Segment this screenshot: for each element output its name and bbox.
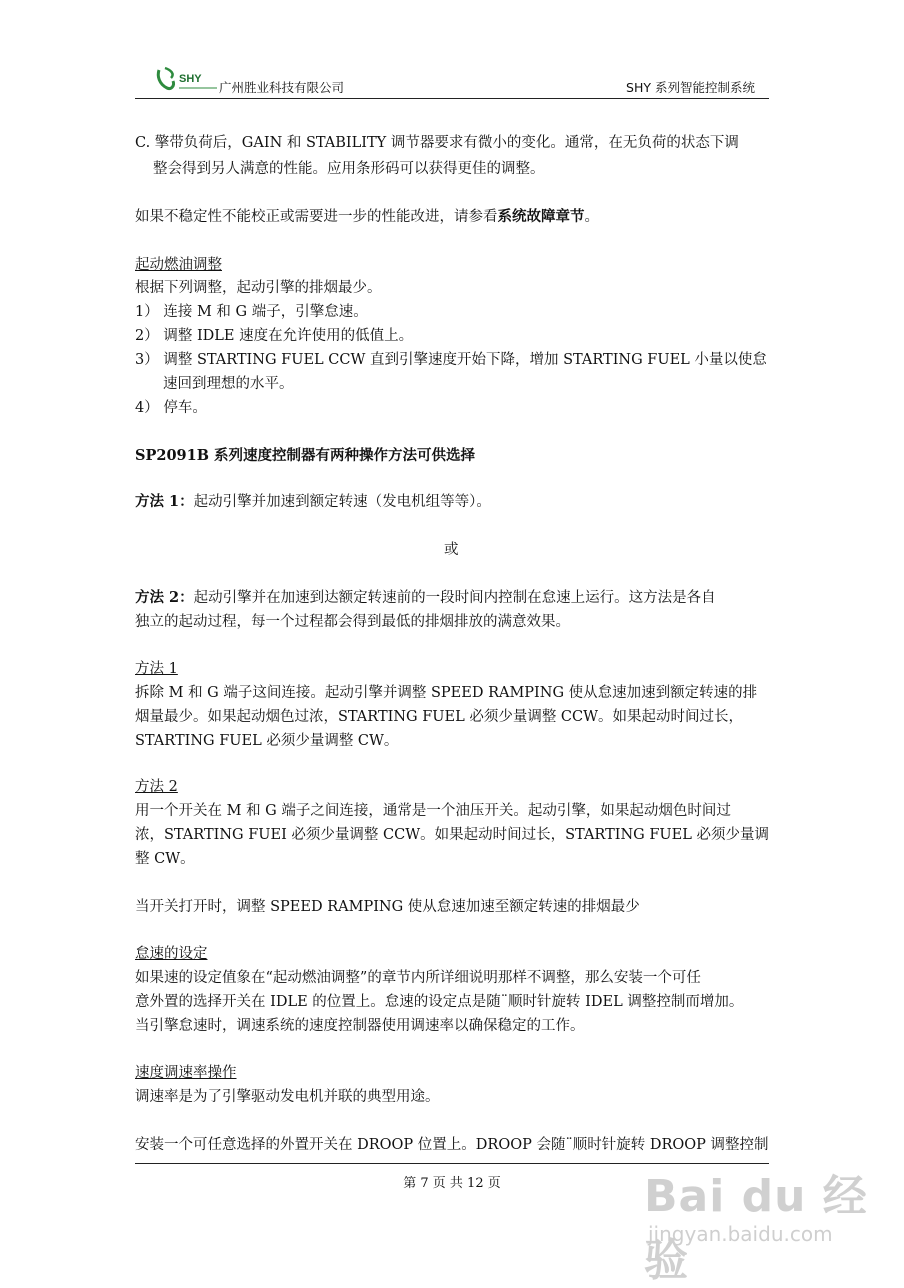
method-1-line-1: 拆除 M 和 G 端子这间连接。起动引擎并调整 SPEED RAMPING 使从怠速加速到额定转速的排 [135, 685, 758, 701]
svg-text:SHY: SHY [179, 73, 202, 85]
method-2-text: 起动引擎并在加速到达额定转速前的一段时间内控制在怠速上运行。这方法是各自 [193, 590, 716, 606]
heading-start-fuel: 起动燃油调整 [135, 257, 222, 273]
heading-droop: 速度调速率操作 [135, 1065, 237, 1081]
method-2-line-1: 用一个开关在 M 和 G 端子之间连接，通常是一个油压开关。起动引擎，如果起动烟色时间过 [135, 803, 731, 819]
reference-end: 。 [584, 209, 599, 225]
company-name: 广州胜业科技有限公司 [219, 80, 345, 95]
paragraph-c-line-2: 整会得到另人满意的性能。应用条形码可以获得更佳的调整。 [153, 161, 545, 177]
switch-paragraph: 当开关打开时，调整 SPEED RAMPING 使从怠速加速至额定转速的排烟最少 [135, 899, 640, 915]
page-header [135, 64, 769, 99]
watermark-sub: jingyan.baidu.com [648, 1222, 833, 1246]
watermark-main: Bai du 经验 [644, 1171, 868, 1286]
baidu-watermark [640, 1150, 890, 1286]
idle-line-3: 当引擎怠速时，调速系统的速度控制器使用调速率以确保稳定的工作。 [135, 1018, 585, 1034]
method-1-summary [135, 492, 491, 512]
idle-line-2: 意外置的选择开关在 IDLE 的位置上。怠速的设定点是随¨顺时针旋转 IDEL 调整控制而增加。 [135, 994, 744, 1010]
company-logo [155, 64, 221, 94]
paragraph-c-line-1: C. 擎带负荷后，GAIN 和 STABILITY 调节器要求有微小的变化。通常，在无负荷的状态下调 [135, 135, 739, 151]
reference-bold: 系统故障章节 [497, 208, 585, 225]
method-2-line-3: 整 CW。 [135, 851, 195, 867]
step-4: 4） 停车。 [135, 400, 207, 416]
heading-method-1: 方法 1 [135, 661, 178, 677]
step-1: 1） 连接 M 和 G 端子，引擎怠速。 [135, 304, 368, 320]
system-name: SHY 系列智能控制系统 [626, 80, 755, 95]
droop-line-1: 调速率是为了引擎驱动发电机并联的典型用途。 [135, 1089, 440, 1105]
reference-paragraph [135, 207, 599, 227]
heading-method-2: 方法 2 [135, 779, 178, 795]
heading-idle: 怠速的设定 [135, 946, 208, 962]
page-number: 第 7 页 共 12 页 [403, 1176, 501, 1191]
method-2-summary-line-1 [135, 588, 716, 608]
droop-line-2: 安装一个可任意选择的外置开关在 DROOP 位置上。DROOP 会随¨顺时针旋转 DROOP 调整控制 [135, 1137, 769, 1153]
method-2-summary-line-2: 独立的起动过程，每一个过程都会得到最低的排烟排放的满意效果。 [135, 614, 570, 630]
method-2-line-2: 浓，STARTING FUEI 必须少量调整 CCW。如果起动时间过长，STARTING FUEL 必须少量调 [135, 827, 769, 843]
idle-line-1: 如果速的设定值象在“起动燃油调整”的章节内所详细说明那样不调整，那么安装一个可任 [135, 970, 701, 986]
sp2091b-title: SP2091B 系列速度控制器有两种操作方法可供选择 [135, 447, 476, 464]
reference-text: 如果不稳定性不能校正或需要进一步的性能改进，请参看 [135, 209, 498, 225]
method-2-label: 方法 2： [135, 589, 194, 606]
method-1-line-3: STARTING FUEL 必须少量调整 CW。 [135, 733, 399, 749]
step-3-line-2: 速回到理想的水平。 [163, 376, 294, 392]
step-2: 2） 调整 IDLE 速度在允许使用的低值上。 [135, 328, 414, 344]
method-1-text: 起动引擎并加速到额定转速（发电机组等等）。 [193, 494, 491, 510]
method-1-line-2: 烟量最少。如果起动烟色过浓，STARTING FUEL 必须少量调整 CCW。如果起动时间过长， [135, 709, 744, 725]
start-fuel-intro: 根据下列调整，起动引擎的排烟最少。 [135, 280, 382, 296]
or-text: 或 [444, 542, 459, 558]
step-3-line-1: 3） 调整 STARTING FUEL CCW 直到引擎速度开始下降，增加 STARTING FUEL 小量以使怠 [135, 352, 767, 368]
method-1-label: 方法 1： [135, 493, 194, 510]
